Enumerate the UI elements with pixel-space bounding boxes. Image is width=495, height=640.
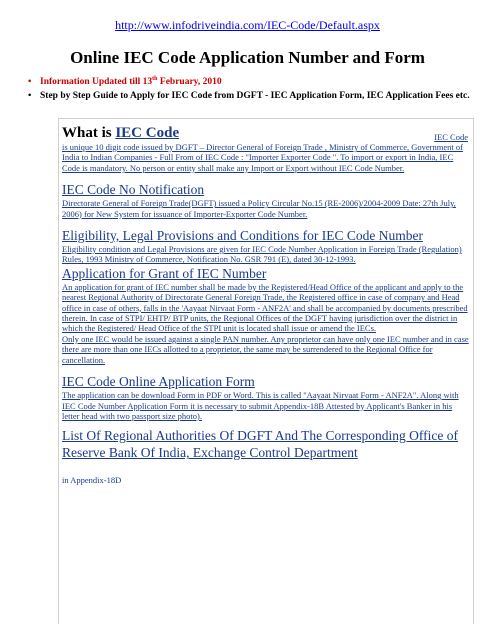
grant-heading[interactable]: Application for Grant of IEC Number [62,265,267,281]
updated-text-pre: Information Updated till 13 [40,77,153,87]
grant-body-2[interactable]: Only one IEC would be issued against a single PAN number. Any proprietor can have only one IEC number and in case there are more than one IECs allotted to a proprietor, the same may be surrendered to the Regional Office for cancellation. [62,333,469,365]
grant-body-1[interactable]: An application for grant of IEC number shall be made by the Registered/Head Office of the applicant and apply to the nearest Regional Authority of Directorate General Foreign Trade, the Registered office in case of company and Head office in case of others, falls in the 'Aayaat Nirvaat Form - ANF2A' and shall be accompanied by documents prescribed therein. In case of STPI/ EHTP/ BTP units, the Regional Offices of the DGFT having jurisdiction over the district in which the Registered/ Head Office of the STPI unit is located shall issue or amend the IECs. [62,281,468,334]
what-is-body [62,142,470,173]
info-bullet-list [28,75,475,105]
notification-body[interactable]: Directorate General of Foreign Trade(DGFT) issued a Policy Circular No.15 (RE-2006)/2004-2009 Date: 27th July, 2006) for New System for issuance of Importer-Exporter Code Number. [62,198,456,219]
what-is-sep: - [152,152,160,163]
what-is-heading [62,124,470,142]
what-is-body-2[interactable]: Full From of IEC Code : "Importer Exporter Code ". To import or export in India, IEC Code is mandatory. No person or entity shall make any Import or Export without IEC Code Number. [62,152,454,173]
iec-code-side-link[interactable]: IEC Code [434,132,468,142]
what-is-prefix: What is [62,125,116,141]
page-title: Online IEC Code Application Number and Form [70,48,425,67]
bullet-dot-icon: • [28,77,32,87]
what-is-body-1[interactable]: is unique 10 digit code issued by DGFT – Director General of Foreign Trade , Ministry of Commerce, Government of India to Indian Companies [62,142,463,163]
bullet-dot-icon: • [28,91,32,101]
authorities-heading[interactable]: List Of Regional Authorities Of DGFT And The Corresponding Office of Reserve Bank Of India, Exchange Control Department [62,428,458,461]
updated-text-post: February, 2010 [157,77,222,87]
online-form-heading[interactable]: IEC Code Online Application Form [62,374,255,390]
bullet-guide [28,91,475,102]
bullet-updated [28,75,475,88]
notification-heading[interactable]: IEC Code No Notification [62,182,205,198]
eligibility-heading[interactable]: Eligibility, Legal Provisions and Conditions for IEC Code Number [62,228,423,244]
source-url-link[interactable]: http://www.infodriveindia.com/IEC-Code/Default.aspx [115,18,380,32]
appendix-text: in Appendix-18D [62,475,122,486]
eligibility-body[interactable]: Eligibility condition and Legal Provisions are given for IEC Code Number Application in Foreign Trade (Regulation) Rules, 1993 Ministry of Commerce, Notification No. GSR 791 (E), dated 30-12-1993. [62,244,462,265]
online-form-body[interactable]: The application can be download Form in PDF or Word. This is called "Aayaat Nirvaat Form - ANF2A". Along with IEC Code Number Application Form it is necessary to submit Appendix-18B Attested by Applicant's Banker in his letter head with two passport size photo). [62,390,459,421]
guide-text: Step by Step Guide to Apply for IEC Code from DGFT - IEC Application Form, IEC Application Fees etc. [40,91,470,101]
content-body [62,124,470,485]
updated-text-sup: th [152,75,158,82]
iec-code-heading-link[interactable]: IEC Code [115,125,180,141]
